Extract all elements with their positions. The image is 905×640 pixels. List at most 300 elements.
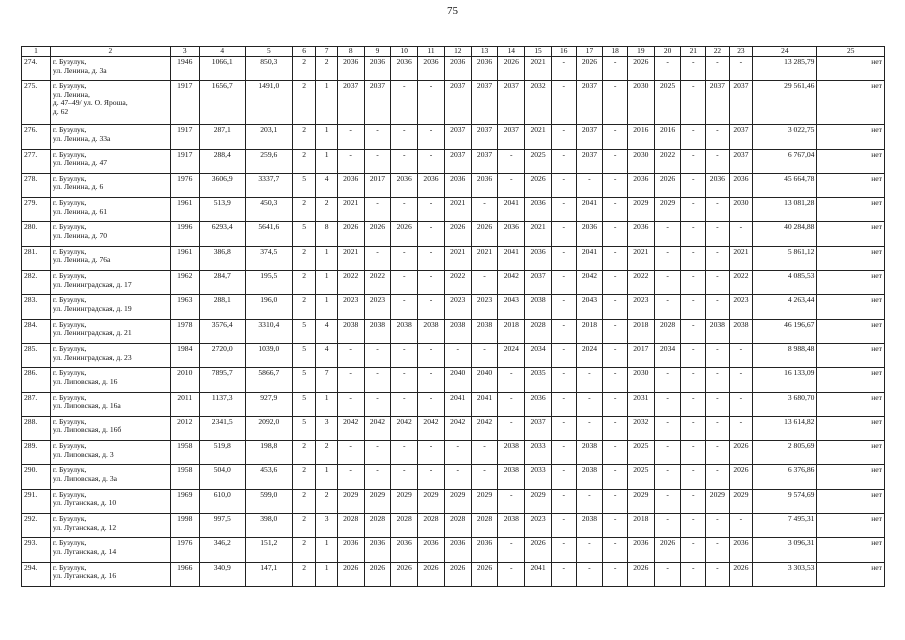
status-cell: нет bbox=[817, 222, 885, 246]
table-cell: 2029 bbox=[654, 198, 681, 222]
status-cell: нет bbox=[817, 441, 885, 465]
table-cell: - bbox=[654, 416, 681, 440]
table-cell: 2036 bbox=[418, 173, 445, 197]
row-index-cell: 274. bbox=[22, 57, 51, 81]
column-number-cell: 1 bbox=[22, 47, 51, 57]
table-cell: 2026 bbox=[654, 173, 681, 197]
address-cell: г. Бузулук, ул. Липовская, д. 16 bbox=[50, 368, 170, 392]
table-cell: 2022 bbox=[627, 271, 654, 295]
table-cell: - bbox=[706, 271, 730, 295]
table-cell: 2036 bbox=[498, 222, 525, 246]
column-number-cell: 8 bbox=[337, 47, 364, 57]
column-number-cell: 2 bbox=[50, 47, 170, 57]
table-cell: 2028 bbox=[391, 514, 418, 538]
table-cell: 5 bbox=[292, 343, 316, 367]
table-cell: - bbox=[603, 125, 628, 149]
table-cell: 2029 bbox=[337, 489, 364, 513]
table-cell: 2031 bbox=[627, 392, 654, 416]
address-cell: г. Бузулук, ул. Луганская, д. 10 bbox=[50, 489, 170, 513]
table-cell: 2036 bbox=[525, 246, 552, 270]
table-cell: 3576,4 bbox=[199, 319, 245, 343]
table-cell: 5 bbox=[292, 319, 316, 343]
table-cell: - bbox=[603, 149, 628, 173]
table-cell: 2036 bbox=[337, 538, 364, 562]
status-cell: нет bbox=[817, 343, 885, 367]
column-number-cell: 5 bbox=[245, 47, 292, 57]
row-index-cell: 288. bbox=[22, 416, 51, 440]
table-cell: - bbox=[706, 368, 730, 392]
table-cell: - bbox=[681, 295, 706, 319]
table-cell: 1 bbox=[316, 392, 337, 416]
table-cell: 2023 bbox=[444, 295, 471, 319]
address-cell: г. Бузулук, ул. Липовская, д. 3а bbox=[50, 465, 170, 489]
table-cell: 2038 bbox=[498, 465, 525, 489]
table-cell: 1066,1 bbox=[199, 57, 245, 81]
table-cell: - bbox=[576, 392, 603, 416]
table-cell: 1917 bbox=[170, 149, 199, 173]
table-cell: - bbox=[391, 465, 418, 489]
table-cell: 3310,4 bbox=[245, 319, 292, 343]
table-cell: - bbox=[391, 125, 418, 149]
table-cell: 2011 bbox=[170, 392, 199, 416]
table-cell: - bbox=[729, 514, 753, 538]
table-cell: 2092,0 bbox=[245, 416, 292, 440]
table-cell: 2026 bbox=[627, 562, 654, 586]
table-cell: 1958 bbox=[170, 441, 199, 465]
table-cell: 195,5 bbox=[245, 271, 292, 295]
table-cell: - bbox=[551, 149, 576, 173]
table-cell: 1 bbox=[316, 246, 337, 270]
table-cell: - bbox=[603, 514, 628, 538]
table-cell: - bbox=[391, 246, 418, 270]
table-cell: - bbox=[576, 562, 603, 586]
table-cell: 2 bbox=[292, 57, 316, 81]
table-cell: 2038 bbox=[418, 319, 445, 343]
table-cell: 2037 bbox=[471, 149, 498, 173]
address-cell: г. Бузулук, ул. Ленина, д. 33а bbox=[50, 125, 170, 149]
table-cell: - bbox=[551, 343, 576, 367]
table-cell: - bbox=[654, 392, 681, 416]
table-cell: 2024 bbox=[576, 343, 603, 367]
table-cell: - bbox=[551, 246, 576, 270]
table-cell: 1998 bbox=[170, 514, 199, 538]
table-cell: 2036 bbox=[627, 173, 654, 197]
table-cell: 374,5 bbox=[245, 246, 292, 270]
table-cell: 2024 bbox=[498, 343, 525, 367]
table-cell: 2036 bbox=[337, 57, 364, 81]
table-cell: 2026 bbox=[444, 222, 471, 246]
table-cell: 2028 bbox=[444, 514, 471, 538]
table-cell: 2026 bbox=[729, 441, 753, 465]
table-row bbox=[22, 198, 885, 222]
table-cell: - bbox=[498, 538, 525, 562]
address-cell: г. Бузулук, ул. Ленина, д. 61 bbox=[50, 198, 170, 222]
table-cell: 2038 bbox=[576, 441, 603, 465]
table-cell: 2037 bbox=[729, 81, 753, 125]
table-cell: - bbox=[603, 246, 628, 270]
table-cell: 2040 bbox=[471, 368, 498, 392]
table-cell: - bbox=[603, 392, 628, 416]
cost-cell: 13 081,28 bbox=[753, 198, 817, 222]
table-cell: 5 bbox=[292, 368, 316, 392]
table-cell: 2 bbox=[292, 149, 316, 173]
table-cell: 2037 bbox=[444, 125, 471, 149]
table-cell: 3 bbox=[316, 416, 337, 440]
table-cell: - bbox=[654, 57, 681, 81]
table-row bbox=[22, 81, 885, 125]
table-cell: - bbox=[498, 149, 525, 173]
table-cell: 1969 bbox=[170, 489, 199, 513]
table-cell: - bbox=[551, 538, 576, 562]
table-cell: 2029 bbox=[627, 489, 654, 513]
table-cell: - bbox=[551, 416, 576, 440]
table-cell: - bbox=[603, 416, 628, 440]
table-cell: 3337,7 bbox=[245, 173, 292, 197]
table-cell: 2036 bbox=[444, 538, 471, 562]
table-cell: 2029 bbox=[706, 489, 730, 513]
table-cell: - bbox=[391, 343, 418, 367]
table-cell: 1 bbox=[316, 125, 337, 149]
table-cell: 2026 bbox=[498, 57, 525, 81]
table-cell: - bbox=[418, 271, 445, 295]
table-cell: 2021 bbox=[525, 125, 552, 149]
table-cell: 2026 bbox=[337, 222, 364, 246]
table-cell: 2038 bbox=[576, 465, 603, 489]
table-cell: 2037 bbox=[498, 125, 525, 149]
table-cell: - bbox=[471, 465, 498, 489]
address-cell: г. Бузулук, ул. Ленина, д. 47–49/ ул. О. Яроша, д. 62 bbox=[50, 81, 170, 125]
table-cell: - bbox=[391, 392, 418, 416]
table-cell: - bbox=[418, 368, 445, 392]
table-cell: 2017 bbox=[627, 343, 654, 367]
table-cell: - bbox=[603, 465, 628, 489]
table-cell: 2720,0 bbox=[199, 343, 245, 367]
table-cell: - bbox=[706, 222, 730, 246]
table-cell: - bbox=[576, 489, 603, 513]
table-cell: - bbox=[418, 81, 445, 125]
table-cell: - bbox=[706, 295, 730, 319]
table-cell: 1 bbox=[316, 271, 337, 295]
cost-cell: 4 085,53 bbox=[753, 271, 817, 295]
table-cell: - bbox=[364, 246, 391, 270]
address-cell: г. Бузулук, ул. Ленина, д. 70 bbox=[50, 222, 170, 246]
table-cell: 2021 bbox=[471, 246, 498, 270]
table-cell: 1137,3 bbox=[199, 392, 245, 416]
table-cell: 2025 bbox=[627, 465, 654, 489]
row-index-cell: 283. bbox=[22, 295, 51, 319]
table-cell: 2028 bbox=[364, 514, 391, 538]
table-cell: 1984 bbox=[170, 343, 199, 367]
table-cell: - bbox=[603, 368, 628, 392]
table-cell: 386,8 bbox=[199, 246, 245, 270]
table-cell: - bbox=[471, 271, 498, 295]
table-cell: - bbox=[471, 198, 498, 222]
table-cell: 2026 bbox=[471, 222, 498, 246]
table-cell: 147,1 bbox=[245, 562, 292, 586]
table-cell: - bbox=[654, 514, 681, 538]
table-cell: 2037 bbox=[729, 125, 753, 149]
cost-cell: 9 574,69 bbox=[753, 489, 817, 513]
row-index-cell: 275. bbox=[22, 81, 51, 125]
table-cell: - bbox=[551, 81, 576, 125]
table-cell: - bbox=[391, 441, 418, 465]
table-cell: - bbox=[654, 271, 681, 295]
table-cell: 2029 bbox=[525, 489, 552, 513]
table-cell: - bbox=[729, 368, 753, 392]
table-cell: 453,6 bbox=[245, 465, 292, 489]
table-cell: 284,7 bbox=[199, 271, 245, 295]
table-cell: - bbox=[337, 343, 364, 367]
table-row bbox=[22, 343, 885, 367]
table-cell: 5 bbox=[292, 392, 316, 416]
row-index-cell: 293. bbox=[22, 538, 51, 562]
table-cell: 2023 bbox=[471, 295, 498, 319]
table-cell: 5 bbox=[292, 222, 316, 246]
row-index-cell: 290. bbox=[22, 465, 51, 489]
table-cell: 203,1 bbox=[245, 125, 292, 149]
table-cell: - bbox=[681, 392, 706, 416]
table-cell: - bbox=[603, 198, 628, 222]
column-number-cell: 22 bbox=[706, 47, 730, 57]
table-cell: 2 bbox=[316, 489, 337, 513]
table-cell: 2036 bbox=[729, 538, 753, 562]
table-cell: 2029 bbox=[444, 489, 471, 513]
table-cell: 2026 bbox=[391, 222, 418, 246]
table-cell: 2036 bbox=[627, 538, 654, 562]
table-row bbox=[22, 125, 885, 149]
table-cell: 2040 bbox=[444, 368, 471, 392]
table-cell: 2029 bbox=[364, 489, 391, 513]
table-cell: - bbox=[729, 392, 753, 416]
table-cell: - bbox=[551, 271, 576, 295]
table-cell: 2026 bbox=[391, 562, 418, 586]
row-index-cell: 281. bbox=[22, 246, 51, 270]
table-cell: - bbox=[654, 465, 681, 489]
table-row bbox=[22, 416, 885, 440]
table-cell: 2026 bbox=[418, 562, 445, 586]
table-cell: 2028 bbox=[471, 514, 498, 538]
cost-cell: 46 196,67 bbox=[753, 319, 817, 343]
table-cell: 513,9 bbox=[199, 198, 245, 222]
table-cell: - bbox=[654, 222, 681, 246]
table-cell: 4 bbox=[316, 343, 337, 367]
table-cell: 2 bbox=[292, 514, 316, 538]
table-cell: 1 bbox=[316, 295, 337, 319]
table-cell: - bbox=[391, 295, 418, 319]
cost-cell: 3 022,75 bbox=[753, 125, 817, 149]
table-cell: 2041 bbox=[498, 198, 525, 222]
table-cell: 2022 bbox=[364, 271, 391, 295]
column-number-cell: 18 bbox=[603, 47, 628, 57]
table-cell: 2037 bbox=[364, 81, 391, 125]
cost-cell: 13 285,79 bbox=[753, 57, 817, 81]
table-row bbox=[22, 57, 885, 81]
table-cell: - bbox=[681, 57, 706, 81]
table-cell: 2034 bbox=[525, 343, 552, 367]
address-cell: г. Бузулук, ул. Липовская, д. 16а bbox=[50, 392, 170, 416]
table-cell: - bbox=[706, 538, 730, 562]
table-cell: 2036 bbox=[391, 538, 418, 562]
column-number-cell: 20 bbox=[654, 47, 681, 57]
address-cell: г. Бузулук, ул. Ленинградская, д. 17 bbox=[50, 271, 170, 295]
table-cell: 2 bbox=[292, 81, 316, 125]
table-cell: 2038 bbox=[444, 319, 471, 343]
table-cell: - bbox=[391, 271, 418, 295]
table-cell: - bbox=[576, 368, 603, 392]
table-cell: - bbox=[654, 441, 681, 465]
table-row bbox=[22, 514, 885, 538]
status-cell: нет bbox=[817, 173, 885, 197]
table-cell: 519,8 bbox=[199, 441, 245, 465]
column-number-cell: 4 bbox=[199, 47, 245, 57]
table-row bbox=[22, 368, 885, 392]
table-cell: - bbox=[444, 465, 471, 489]
address-cell: г. Бузулук, ул. Ленина, д. 3а bbox=[50, 57, 170, 81]
table-cell: 2 bbox=[292, 489, 316, 513]
table-cell: 4 bbox=[316, 319, 337, 343]
table-cell: 2038 bbox=[706, 319, 730, 343]
table-cell: 2042 bbox=[471, 416, 498, 440]
table-cell: 1996 bbox=[170, 222, 199, 246]
table-cell: - bbox=[603, 222, 628, 246]
table-cell: - bbox=[729, 57, 753, 81]
cost-cell: 3 096,31 bbox=[753, 538, 817, 562]
table-cell: 2 bbox=[292, 198, 316, 222]
row-index-cell: 294. bbox=[22, 562, 51, 586]
table-cell: - bbox=[706, 125, 730, 149]
table-cell: - bbox=[603, 57, 628, 81]
table-cell: 1946 bbox=[170, 57, 199, 81]
table-cell: 2023 bbox=[525, 514, 552, 538]
table-cell: 2 bbox=[316, 57, 337, 81]
table-cell: 927,9 bbox=[245, 392, 292, 416]
table-cell: - bbox=[418, 295, 445, 319]
address-cell: г. Бузулук, ул. Липовская, д. 3 bbox=[50, 441, 170, 465]
table-cell: 2036 bbox=[471, 57, 498, 81]
table-cell: 2026 bbox=[525, 538, 552, 562]
table-row bbox=[22, 319, 885, 343]
table-cell: - bbox=[471, 441, 498, 465]
table-cell: 1962 bbox=[170, 271, 199, 295]
address-cell: г. Бузулук, ул. Ленина, д. 47 bbox=[50, 149, 170, 173]
table-cell: - bbox=[551, 368, 576, 392]
table-cell: 2038 bbox=[471, 319, 498, 343]
table-row bbox=[22, 295, 885, 319]
table-cell: - bbox=[337, 392, 364, 416]
table-cell: - bbox=[551, 562, 576, 586]
table-cell: 2028 bbox=[418, 514, 445, 538]
table-cell: - bbox=[551, 319, 576, 343]
table-cell: 2021 bbox=[444, 246, 471, 270]
status-cell: нет bbox=[817, 57, 885, 81]
table-cell: - bbox=[654, 295, 681, 319]
table-cell: - bbox=[337, 465, 364, 489]
table-row bbox=[22, 465, 885, 489]
table-cell: - bbox=[337, 368, 364, 392]
table-cell: 2038 bbox=[525, 295, 552, 319]
table-cell: - bbox=[498, 562, 525, 586]
table-cell: 2 bbox=[292, 125, 316, 149]
table-cell: 2036 bbox=[418, 57, 445, 81]
column-number-cell: 15 bbox=[525, 47, 552, 57]
table-cell: - bbox=[551, 57, 576, 81]
table-cell: - bbox=[603, 489, 628, 513]
table-cell: 2033 bbox=[525, 465, 552, 489]
column-number-cell: 9 bbox=[364, 47, 391, 57]
table-cell: 2042 bbox=[364, 416, 391, 440]
table-cell: 2018 bbox=[498, 319, 525, 343]
table-cell: 2021 bbox=[444, 198, 471, 222]
table-cell: - bbox=[364, 198, 391, 222]
row-index-cell: 279. bbox=[22, 198, 51, 222]
table-cell: - bbox=[681, 514, 706, 538]
status-cell: нет bbox=[817, 319, 885, 343]
table-cell: 1976 bbox=[170, 538, 199, 562]
cost-cell: 2 805,69 bbox=[753, 441, 817, 465]
table-cell: 8 bbox=[316, 222, 337, 246]
table-cell: 2038 bbox=[364, 319, 391, 343]
table-cell: - bbox=[706, 441, 730, 465]
table-cell: 2026 bbox=[654, 538, 681, 562]
table-cell: 2021 bbox=[627, 246, 654, 270]
status-cell: нет bbox=[817, 514, 885, 538]
column-number-cell: 3 bbox=[170, 47, 199, 57]
table-cell: 2034 bbox=[654, 343, 681, 367]
page-number: 75 bbox=[447, 5, 458, 17]
table-cell: 2036 bbox=[418, 538, 445, 562]
table-cell: - bbox=[551, 514, 576, 538]
table-cell: 2016 bbox=[654, 125, 681, 149]
table-cell: 2030 bbox=[729, 198, 753, 222]
table-cell: 2026 bbox=[444, 562, 471, 586]
cost-cell: 4 263,44 bbox=[753, 295, 817, 319]
table-cell: 2037 bbox=[706, 81, 730, 125]
table-cell: 2017 bbox=[364, 173, 391, 197]
status-cell: нет bbox=[817, 271, 885, 295]
table-row bbox=[22, 271, 885, 295]
table-cell: 997,5 bbox=[199, 514, 245, 538]
table-cell: 198,8 bbox=[245, 441, 292, 465]
table-cell: 2 bbox=[292, 538, 316, 562]
table-cell: 2026 bbox=[364, 562, 391, 586]
table-cell: 1656,7 bbox=[199, 81, 245, 125]
table-cell: 2036 bbox=[364, 57, 391, 81]
table-cell: 2041 bbox=[444, 392, 471, 416]
row-index-cell: 276. bbox=[22, 125, 51, 149]
table-cell: 2042 bbox=[576, 271, 603, 295]
table-cell: 2032 bbox=[525, 81, 552, 125]
table-cell: 1039,0 bbox=[245, 343, 292, 367]
table-row bbox=[22, 246, 885, 270]
table-cell: 3606,9 bbox=[199, 173, 245, 197]
cost-cell: 3 680,70 bbox=[753, 392, 817, 416]
table-cell: 2043 bbox=[498, 295, 525, 319]
table-row bbox=[22, 173, 885, 197]
table-cell: 2026 bbox=[729, 465, 753, 489]
table-cell: 2035 bbox=[525, 368, 552, 392]
table-cell: - bbox=[444, 343, 471, 367]
table-cell: 1 bbox=[316, 538, 337, 562]
table-cell: 398,0 bbox=[245, 514, 292, 538]
table-row bbox=[22, 392, 885, 416]
table-cell: 2037 bbox=[729, 149, 753, 173]
table-cell: - bbox=[418, 246, 445, 270]
table-cell: 450,3 bbox=[245, 198, 292, 222]
table-cell: - bbox=[706, 562, 730, 586]
address-cell: г. Бузулук, ул. Ленина, д. 6 bbox=[50, 173, 170, 197]
cost-cell: 6 376,86 bbox=[753, 465, 817, 489]
table-cell: 1961 bbox=[170, 246, 199, 270]
